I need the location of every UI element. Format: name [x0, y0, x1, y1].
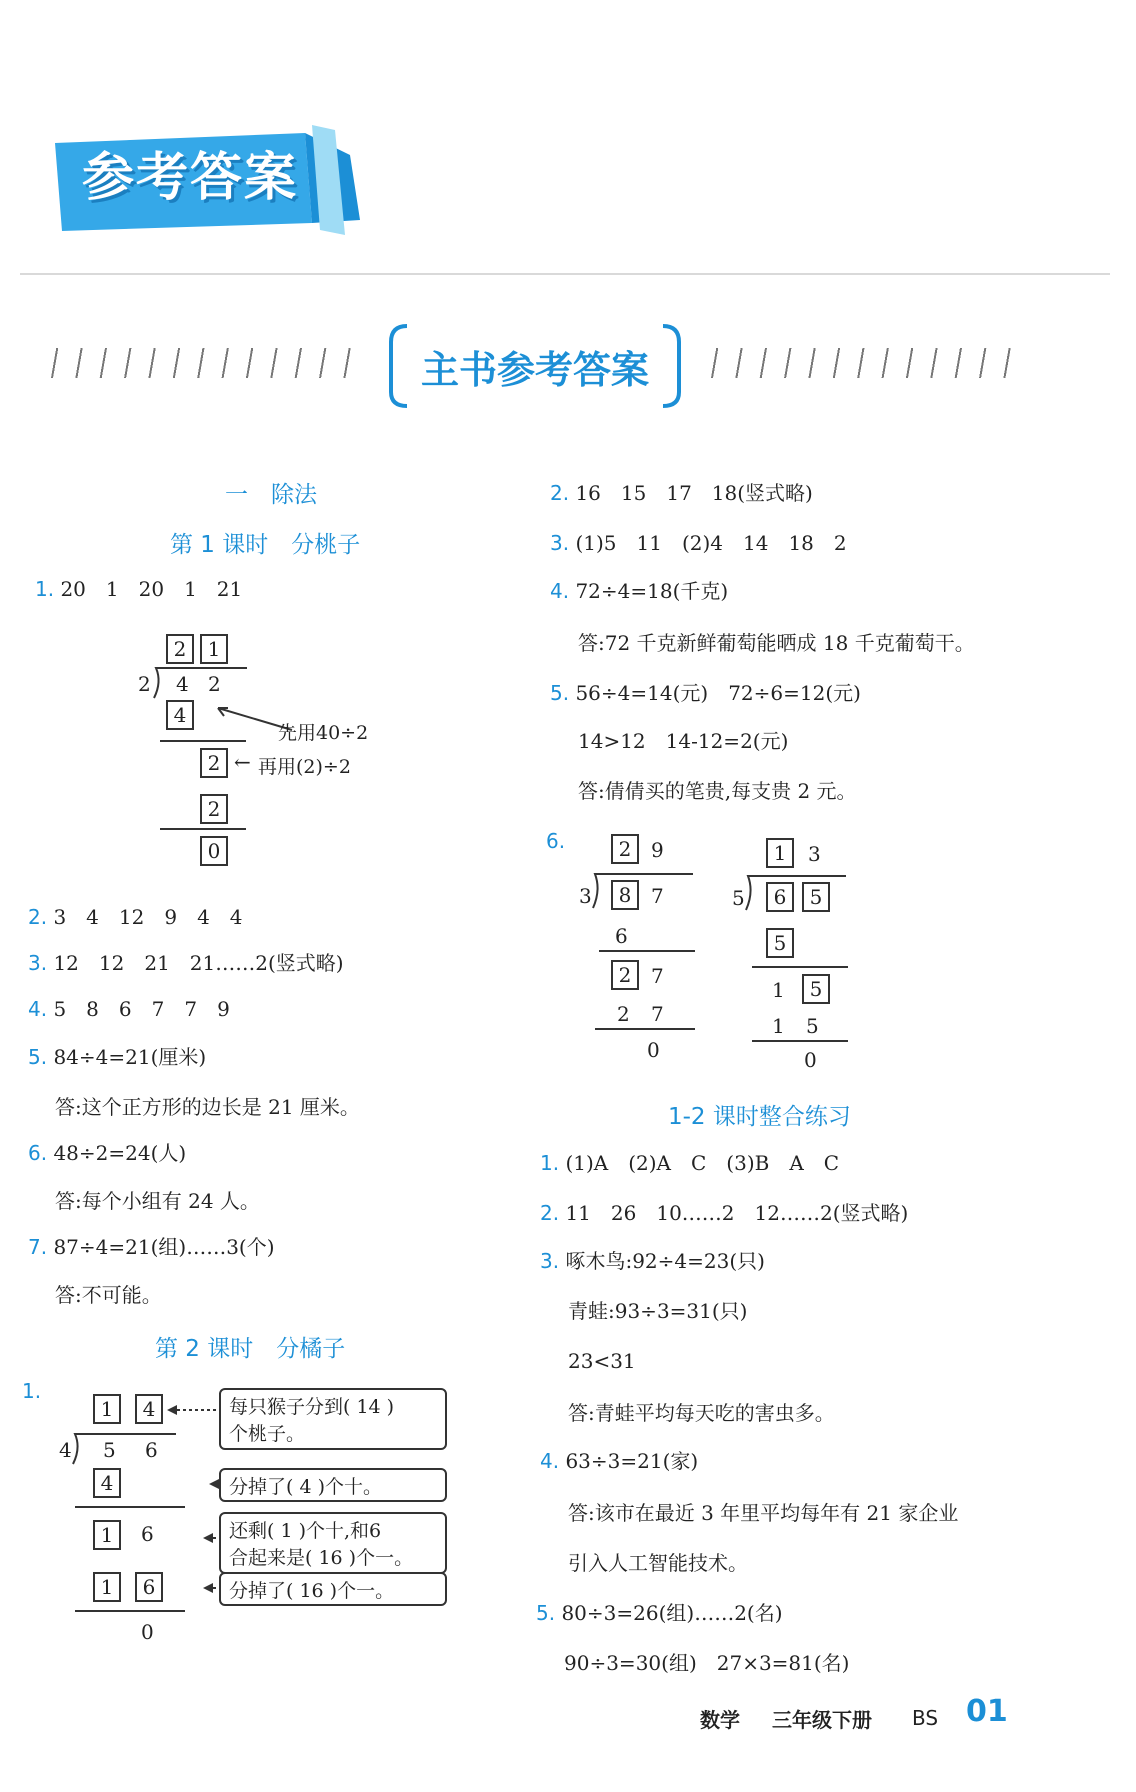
division-diagram-1	[130, 628, 410, 878]
callout-4: 分掉了( 16 )个一。	[219, 1572, 447, 1606]
p-q3-line2: 青蛙:93÷3=31(只)	[568, 1299, 748, 1323]
product-digit: 5	[766, 928, 794, 958]
q-text: (1)A (2)A C (3)B A C	[565, 1151, 840, 1175]
note-then: 再用(2)÷2	[258, 756, 351, 778]
quotient-digit: 9	[651, 838, 664, 862]
q-text: (1)5 11 (2)4 14 18 2	[575, 531, 847, 555]
q-text: 11 26 10……2 12……2(竖式略)	[565, 1201, 909, 1225]
product-digit: 7	[651, 1002, 664, 1026]
remainder-digit: 2	[200, 748, 228, 778]
dividend-digit: 5	[802, 882, 830, 912]
division-bracket-icon	[71, 1432, 181, 1466]
footer-subject: 数学	[700, 1708, 740, 1732]
remainder-digit: 6	[141, 1522, 154, 1546]
main-title-frame	[385, 322, 685, 410]
q-num: 2.	[540, 1201, 560, 1225]
rule-line	[160, 828, 246, 830]
hatch-right	[700, 348, 1025, 378]
q-text: 87÷4=21(组)……3(个)	[53, 1235, 275, 1259]
q-num: 5.	[536, 1601, 556, 1625]
q-text: 5 8 6 7 7 9	[53, 997, 230, 1021]
q-num: 1.	[540, 1151, 560, 1175]
product-digit: 2	[617, 1002, 630, 1026]
callout-text: 每只猴子分到( 14 )	[229, 1396, 395, 1418]
q-text: 56÷4=14(元) 72÷6=12(元)	[575, 681, 861, 705]
remainder-digit: 7	[651, 964, 664, 988]
rule-line	[752, 966, 848, 968]
dividend-digit: 6	[145, 1438, 158, 1462]
arrow-left-icon: ←	[234, 750, 251, 774]
q-num: 1.	[35, 577, 55, 601]
callout-text: 个桃子。	[229, 1423, 306, 1445]
quotient-digit: 2	[166, 634, 194, 664]
q-num: 7.	[28, 1235, 48, 1259]
division-diagram-2	[55, 1388, 455, 1650]
r-q5	[550, 680, 861, 706]
practice-title: 1-2 课时整合练习	[668, 1104, 851, 1130]
division-diagram-a	[575, 834, 695, 1074]
product-digit: 6	[135, 1572, 163, 1602]
main-title: 主书参考答案	[420, 347, 649, 392]
dividend-digit: 6	[766, 882, 794, 912]
footer-grade: 三年级下册	[772, 1708, 872, 1732]
q-num: 4.	[550, 579, 570, 603]
rule-line	[752, 1040, 848, 1042]
remainder-digit: 2	[611, 960, 639, 990]
final-digit: 0	[647, 1038, 660, 1062]
r-q6-num	[546, 828, 565, 854]
callout-text: 合起来是( 16 )个一。	[229, 1547, 414, 1569]
q-text: 80÷3=26(组)……2(名)	[561, 1601, 783, 1625]
r-q4	[550, 578, 728, 604]
callout-2: 分掉了( 4 )个十。	[219, 1468, 447, 1502]
product-digit: 1	[772, 1014, 785, 1038]
q-text: 啄木鸟:92÷4=23(只)	[565, 1249, 765, 1273]
unit-title: 一 除法	[225, 482, 317, 508]
final-digit: 0	[804, 1048, 817, 1072]
p-q5-line2: 90÷3=30(组) 27×3=81(名)	[564, 1651, 850, 1675]
q-num: 4.	[28, 997, 48, 1021]
l1-q2	[28, 904, 243, 930]
page-number: 01	[966, 1694, 1008, 1729]
product-digit: 5	[806, 1014, 819, 1038]
divisor: 4	[59, 1438, 72, 1462]
q-text: 16 15 17 18(竖式略)	[575, 481, 813, 505]
divisor: 2	[138, 672, 151, 696]
q-num: 2.	[550, 481, 570, 505]
dividend-digit: 5	[103, 1438, 116, 1462]
division-bracket-icon	[591, 872, 697, 910]
callout-text: 还剩( 1 )个十,和6	[229, 1520, 382, 1542]
quotient-digit: 3	[808, 842, 821, 866]
p-q4-answer: 答:该市在最近 3 年里平均每年有 21 家企业	[568, 1501, 959, 1525]
q-num: 3.	[540, 1249, 560, 1273]
q-num: 3.	[550, 531, 570, 555]
dividend-digit: 8	[611, 880, 639, 910]
p-q3-answer: 答:青蛙平均每天吃的害虫多。	[568, 1401, 835, 1425]
hatch-left	[40, 348, 365, 378]
product-digit: 2	[200, 794, 228, 824]
q-num: 1.	[22, 1379, 42, 1403]
p-q2	[540, 1200, 908, 1226]
rule-line	[160, 740, 246, 742]
quotient-digit: 2	[611, 834, 639, 864]
divisor: 5	[732, 886, 745, 910]
divisor: 3	[579, 884, 592, 908]
q-text: 63÷3=21(家)	[565, 1449, 699, 1473]
r-q4-answer: 答:72 千克新鲜葡萄能晒成 18 千克葡萄干。	[578, 631, 975, 655]
reference-answers-banner	[50, 125, 360, 235]
lesson1-title: 第 1 课时 分桃子	[170, 532, 361, 558]
remainder-digit: 1	[772, 978, 785, 1002]
l1-q5	[28, 1044, 206, 1070]
q-num: 5.	[28, 1045, 48, 1069]
p-q5	[536, 1600, 783, 1626]
product-digit: 4	[93, 1468, 121, 1498]
quotient-digit: 1	[766, 838, 794, 868]
p-q1	[540, 1150, 839, 1176]
product-digit: 6	[615, 924, 628, 948]
final-digit: 0	[200, 836, 228, 866]
l1-q3	[28, 950, 344, 976]
header-divider	[20, 273, 1110, 275]
p-q3-line3: 23<31	[568, 1349, 636, 1373]
l1-q6	[28, 1140, 186, 1166]
q-text: 12 12 21 21……2(竖式略)	[53, 951, 344, 975]
q-text: 48÷2=24(人)	[53, 1141, 187, 1165]
dividend-digit: 4	[176, 672, 189, 696]
l1-q1	[35, 576, 242, 602]
product-digit: 4	[166, 700, 194, 730]
callout-3	[219, 1512, 447, 1574]
footer-edition: BS	[912, 1706, 939, 1730]
r-q2	[550, 480, 813, 506]
r-q5-line2: 14>12 14-12=2(元)	[578, 729, 789, 753]
l1-q6-answer: 答:每个小组有 24 人。	[55, 1189, 260, 1213]
quotient-digit: 1	[200, 634, 228, 664]
quotient-digit: 1	[93, 1394, 121, 1424]
l1-q5-answer: 答:这个正方形的边长是 21 厘米。	[55, 1095, 360, 1119]
dividend-digit: 2	[208, 672, 221, 696]
final-digit: 0	[141, 1620, 154, 1644]
dividend-digit: 7	[651, 884, 664, 908]
division-bracket-icon	[152, 666, 252, 700]
rule-line	[595, 1028, 695, 1030]
l1-q7	[28, 1234, 275, 1260]
quotient-digit: 4	[135, 1394, 163, 1424]
q-num: 6.	[546, 829, 566, 853]
p-q4	[540, 1448, 698, 1474]
remainder-digit: 1	[93, 1520, 121, 1550]
q-text: 72÷4=18(千克)	[575, 579, 729, 603]
p-q4-answer-cont: 引入人工智能技术。	[568, 1551, 748, 1575]
division-diagram-b	[728, 834, 848, 1074]
l1-q4	[28, 996, 230, 1022]
q-num: 2.	[28, 905, 48, 929]
banner-title: 参考答案	[81, 148, 298, 208]
l1-q7-answer: 答:不可能。	[55, 1283, 162, 1307]
q-num: 4.	[540, 1449, 560, 1473]
p-q3	[540, 1248, 765, 1274]
r-q5-answer: 答:倩倩买的笔贵,每支贵 2 元。	[578, 779, 857, 803]
division-bracket-icon	[744, 874, 850, 912]
q-num: 6.	[28, 1141, 48, 1165]
l2-q1-num	[22, 1378, 41, 1404]
r-q3	[550, 530, 847, 556]
remainder-digit: 5	[802, 974, 830, 1004]
q-num: 3.	[28, 951, 48, 975]
note-first: 先用40÷2	[278, 722, 369, 744]
rule-line	[599, 950, 695, 952]
lesson2-title: 第 2 课时 分橘子	[155, 1336, 346, 1362]
callout-1	[219, 1388, 447, 1450]
q-num: 5.	[550, 681, 570, 705]
q-text: 3 4 12 9 4 4	[53, 905, 243, 929]
product-digit: 1	[93, 1572, 121, 1602]
q-text: 84÷4=21(厘米)	[53, 1045, 207, 1069]
q-text: 20 1 20 1 21	[60, 577, 243, 601]
